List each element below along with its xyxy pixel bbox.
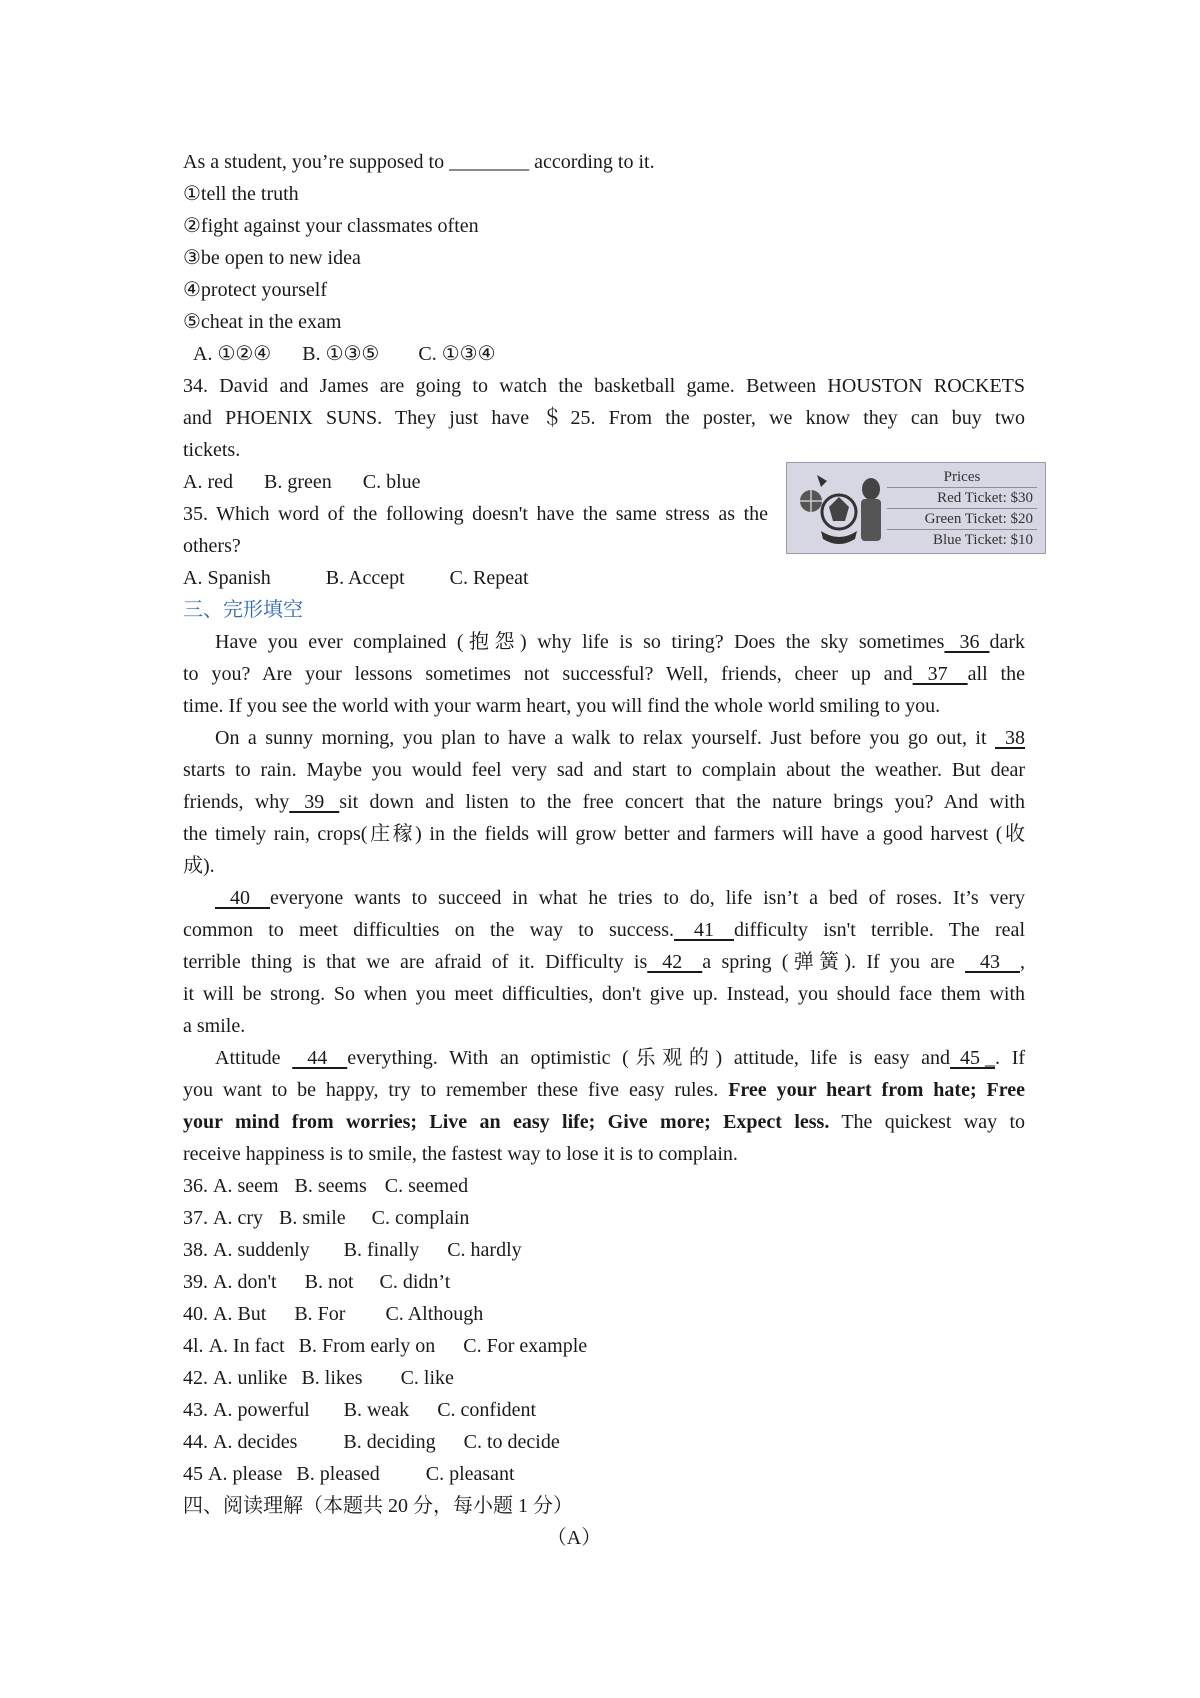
choice-option-b: B. smile xyxy=(278,1207,346,1229)
passage-text: all the xyxy=(967,663,1025,685)
passage-p1-line-3: time. If you see the world with your warm heart, you will find the whole world smiling to you. xyxy=(183,695,941,717)
choice-option-a: A. But xyxy=(213,1303,267,1325)
choice-list xyxy=(183,1170,1025,1490)
choice-option-a: A. powerful xyxy=(213,1399,310,1421)
q35-line-2: others? xyxy=(183,535,241,557)
red-ticket-price: Red Ticket: $30 xyxy=(887,488,1037,509)
choice-option-c: C. to decide xyxy=(463,1431,560,1453)
passage-bold-text: your mind from worries; Live an easy life; Give more; Expect less. xyxy=(183,1111,830,1133)
q33-option-a: A. ①②④ xyxy=(193,343,272,365)
choice-number: 37. xyxy=(183,1207,208,1229)
choice-number: 44. xyxy=(183,1431,208,1453)
green-ticket-price: Green Ticket: $20 xyxy=(887,509,1037,530)
choice-number: 42. xyxy=(183,1367,208,1389)
q33-option-c: C. ①③④ xyxy=(418,343,496,365)
blank-40: 40 xyxy=(215,887,270,909)
choice-row xyxy=(183,1330,1025,1362)
passage-text: On a sunny morning, you plan to have a walk to relax yourself. Just before you go out, it xyxy=(215,727,987,749)
choice-option-b: B. weak xyxy=(343,1399,410,1421)
choice-option-c: C. Although xyxy=(385,1303,484,1325)
choice-option-b: B. From early on xyxy=(298,1335,436,1357)
choice-option-b: B. For xyxy=(294,1303,346,1325)
q34-option-b: B. green xyxy=(263,471,332,493)
passage-p3-line-1 xyxy=(183,882,1025,914)
q34-option-c: C. blue xyxy=(362,471,421,493)
q34-line-3: tickets. xyxy=(183,439,241,461)
choice-option-c: C. like xyxy=(400,1367,454,1389)
choice-option-a: A. seem xyxy=(213,1175,279,1197)
ticket-price-poster xyxy=(786,462,1046,554)
blank-38: 38 xyxy=(995,727,1026,749)
passage-p3-line-3 xyxy=(183,946,1025,978)
choice-row xyxy=(183,1234,1025,1266)
passage-text: dark xyxy=(989,631,1025,653)
q33-options xyxy=(183,338,1025,370)
q33-item-1: ①tell the truth xyxy=(183,183,299,205)
choice-option-a: A. please xyxy=(208,1463,283,1485)
passage-text: . If xyxy=(995,1047,1026,1069)
passage-text: to you? Are your lessons sometimes not successful? Well, friends, cheer up and xyxy=(183,663,913,685)
q33-option-b: B. ①③⑤ xyxy=(302,343,380,365)
section-3-title: 三、完形填空 xyxy=(183,599,303,621)
q35-options xyxy=(183,562,1025,594)
choice-option-c: C. complain xyxy=(371,1207,470,1229)
passage-text: , xyxy=(1020,951,1026,973)
choice-option-a: A. In fact xyxy=(208,1335,285,1357)
passage-p3-line-4: it will be strong. So when you meet difficulties, don't give up. Instead, you should face them with xyxy=(183,983,1025,1005)
q33-item-4: ④protect yourself xyxy=(183,279,327,301)
passage-p3-line-2 xyxy=(183,914,1025,946)
choice-option-a: A. decides xyxy=(213,1431,298,1453)
passage-text: terrible thing is that we are afraid of it. Difficulty is xyxy=(183,951,648,973)
choice-option-c: C. For example xyxy=(463,1335,588,1357)
q35-option-a: A. Spanish xyxy=(183,567,271,589)
passage-text: Attitude xyxy=(215,1047,281,1069)
passage-p4-line-4: receive happiness is to smile, the fastest way to lose it is to complain. xyxy=(183,1143,738,1165)
passage-bold-text: Free your heart from hate; Free xyxy=(728,1079,1026,1101)
section-4-subtitle: （A） xyxy=(546,1527,602,1549)
choice-option-c: C. pleasant xyxy=(425,1463,515,1485)
choice-row xyxy=(183,1202,1025,1234)
passage-p2-line-4: the timely rain, crops(庄稼) in the fields will grow better and farmers will have a good harvest (收 xyxy=(183,823,1025,845)
passage-p1-line-2 xyxy=(183,658,1025,690)
choice-option-a: A. cry xyxy=(213,1207,263,1229)
price-list xyxy=(887,467,1037,550)
price-heading: Prices xyxy=(887,467,1037,488)
blank-42: 42 xyxy=(647,951,703,973)
blank-41: 41 xyxy=(673,919,734,941)
blue-ticket-price: Blue Ticket: $10 xyxy=(932,532,1033,548)
q34-option-a: A. red xyxy=(183,471,233,493)
choice-option-c: C. seemed xyxy=(384,1175,469,1197)
section-4-title: 四、阅读理解（本题共 20 分，每小题 1 分） xyxy=(183,1495,573,1517)
passage-p3-line-5: a smile. xyxy=(183,1015,246,1037)
q35-line-1: 35. Which word of the following doesn't have the same stress as the xyxy=(183,503,768,525)
choice-number: 43. xyxy=(183,1399,208,1421)
passage-text: sit down and listen to the free concert that the nature brings you? And with xyxy=(339,791,1025,813)
passage-text: The quickest way to xyxy=(841,1111,1026,1133)
choice-option-b: B. likes xyxy=(301,1367,363,1389)
choice-row xyxy=(183,1458,1025,1490)
passage-text: difficulty isn't terrible. The real xyxy=(733,919,1025,941)
choice-option-c: C. didn’t xyxy=(379,1271,451,1293)
exam-page xyxy=(183,146,1025,1554)
passage-p2-line-3 xyxy=(183,786,1025,818)
passage-p2-line-2: starts to rain. Maybe you would feel very sad and start to complain about the weather. But dear xyxy=(183,759,1025,781)
choice-option-b: B. seems xyxy=(294,1175,367,1197)
passage-text: friends, why xyxy=(183,791,290,813)
passage-p4-line-1 xyxy=(183,1042,1025,1074)
q34-line-1: 34. David and James are going to watch the basketball game. Between HOUSTON ROCKETS xyxy=(183,375,1025,397)
q35-option-b: B. Accept xyxy=(325,567,405,589)
choice-option-c: C. confident xyxy=(437,1399,537,1421)
choice-row xyxy=(183,1298,1025,1330)
choice-row xyxy=(183,1362,1025,1394)
choice-number: 39. xyxy=(183,1271,208,1293)
choice-option-c: C. hardly xyxy=(447,1239,522,1261)
passage-p4-line-2 xyxy=(183,1074,1025,1106)
choice-option-b: B. pleased xyxy=(296,1463,380,1485)
choice-number: 40. xyxy=(183,1303,208,1325)
blank-44: 44 xyxy=(292,1047,348,1069)
choice-option-a: A. unlike xyxy=(213,1367,288,1389)
choice-row xyxy=(183,1170,1025,1202)
choice-option-a: A. don't xyxy=(213,1271,277,1293)
choice-row xyxy=(183,1426,1025,1458)
choice-number: 36. xyxy=(183,1175,208,1197)
passage-p2-line-1 xyxy=(183,722,1025,754)
choice-option-b: B. finally xyxy=(343,1239,420,1261)
passage-text: common to meet difficulties on the way to success. xyxy=(183,919,674,941)
choice-option-b: B. not xyxy=(304,1271,354,1293)
passage-p4-line-3 xyxy=(183,1106,1025,1138)
passage-p2-line-5: 成). xyxy=(183,855,215,877)
q33-item-3: ③be open to new idea xyxy=(183,247,361,269)
choice-number: 4l. xyxy=(183,1335,204,1357)
choice-number: 45 xyxy=(183,1463,203,1485)
q33-item-5: ⑤cheat in the exam xyxy=(183,311,342,333)
passage-text: a spring (弹簧). If you are xyxy=(702,951,955,973)
choice-row xyxy=(183,1266,1025,1298)
blank-36: 36 xyxy=(944,631,990,653)
basketball-team-logo xyxy=(791,467,887,549)
passage-text: you want to be happy, try to remember these five easy rules. xyxy=(183,1079,719,1101)
choice-option-b: B. deciding xyxy=(343,1431,436,1453)
q35-option-c: C. Repeat xyxy=(449,567,529,589)
passage-text: Have you ever complained (抱怨) why life is so tiring? Does the sky sometimes xyxy=(215,631,945,653)
q33-item-2: ②fight against your classmates often xyxy=(183,215,479,237)
blank-43: 43 xyxy=(965,951,1021,973)
passage-p1-line-1 xyxy=(183,626,1025,658)
passage-text: everyone wants to succeed in what he tries to do, life isn’t a bed of roses. It’s very xyxy=(270,887,1025,909)
blank-45: 45 _ xyxy=(950,1047,996,1069)
q34-line-2: and PHOENIX SUNS. They just have ＄25. From the poster, we know they can buy two xyxy=(183,407,1025,429)
choice-number: 38. xyxy=(183,1239,208,1261)
blank-37: 37 xyxy=(912,663,968,685)
passage-text: everything. With an optimistic (乐观的) attitude, life is easy and xyxy=(347,1047,951,1069)
blank-39: 39 xyxy=(289,791,340,813)
q33-stem: As a student, you’re supposed to ________ according to it. xyxy=(183,151,655,173)
choice-row xyxy=(183,1394,1025,1426)
choice-option-a: A. suddenly xyxy=(213,1239,310,1261)
